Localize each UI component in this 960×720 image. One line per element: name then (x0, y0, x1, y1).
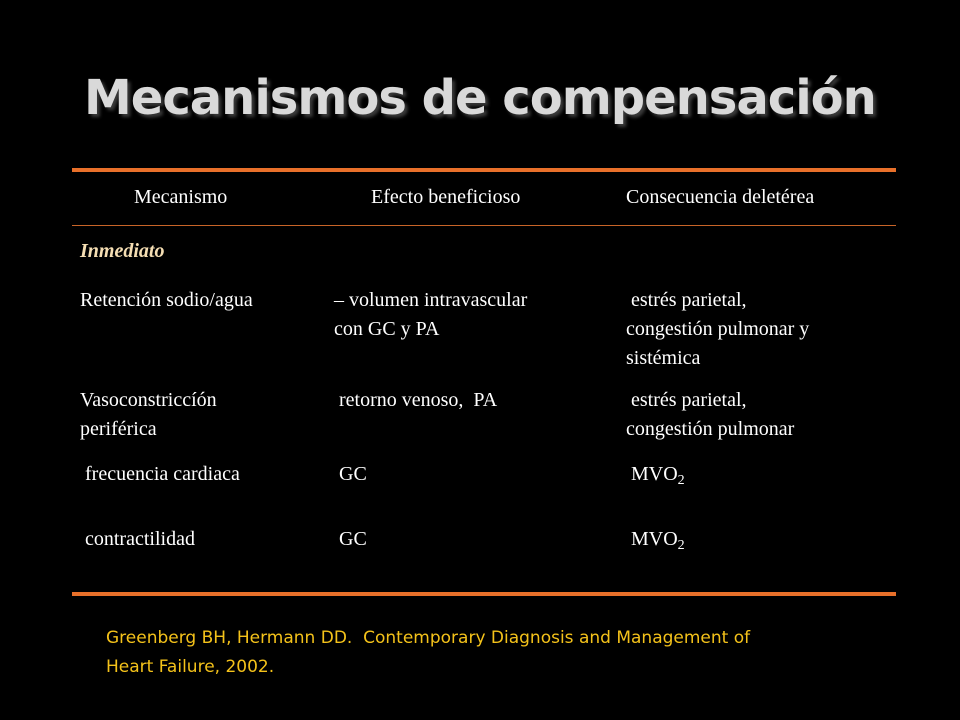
row4-consequence-main: MVO (626, 528, 678, 550)
citation (106, 624, 886, 682)
row2-mechanism-line1: Vasoconstriccíón (80, 389, 217, 411)
row2-consequence-line2: congestión pulmonar (626, 418, 795, 440)
column-header-benefit: Efecto beneficioso (371, 186, 521, 208)
row4-consequence (626, 525, 685, 554)
row1-benefit-line2: con GC y PA (334, 318, 440, 340)
citation-line2: Heart Failure, 2002. (106, 657, 275, 677)
citation-line1: Greenberg BH, Hermann DD. Contemporary Diagnosis and Management of (106, 628, 751, 648)
row3-consequence (626, 460, 685, 489)
row3-mechanism: frecuencia cardiaca (80, 463, 240, 485)
row1-consequence-line3: sistémica (626, 347, 701, 369)
slide-title: Mecanismos de compensación (84, 70, 876, 126)
row2-consequence-line1: estrés parietal, (626, 389, 747, 411)
row4-benefit: GC (334, 528, 367, 550)
table-bottom-rule (72, 592, 896, 596)
row1-consequence-line1: estrés parietal, (626, 289, 747, 311)
row3-consequence-main: MVO (626, 463, 678, 485)
column-header-consequence: Consecuencia deletérea (626, 186, 815, 208)
table-header-rule (72, 225, 896, 226)
row4-consequence-sub: 2 (677, 538, 685, 553)
row1-benefit-line1: – volumen intravascular (334, 289, 528, 311)
row4-mechanism: contractilidad (80, 528, 195, 550)
row1-consequence-line2: congestión pulmonar y (626, 318, 810, 340)
table-top-rule (72, 168, 896, 172)
row2-mechanism-line2: periférica (80, 418, 157, 440)
row3-benefit: GC (334, 463, 367, 485)
section-label-inmediato: Inmediato (80, 240, 165, 262)
column-header-mechanism: Mecanismo (134, 186, 228, 208)
row1-mechanism: Retención sodio/agua (80, 289, 253, 311)
row2-benefit: retorno venoso, PA (334, 389, 498, 411)
row3-consequence-sub: 2 (677, 473, 685, 488)
